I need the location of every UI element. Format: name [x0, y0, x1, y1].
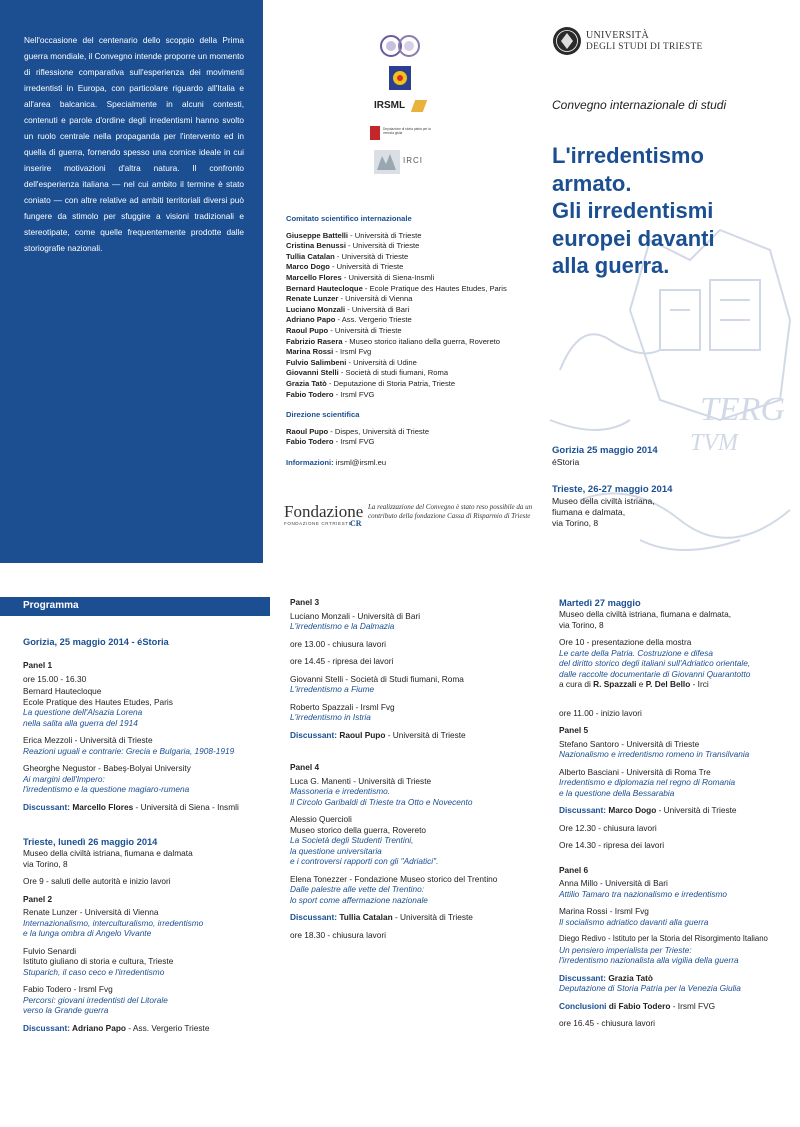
talk: Renate Lunzer - Università di Vienna Internazionalismo, interculturalismo, irredentismo e la lunga ombra di Angelo Vivante — [23, 907, 204, 938]
irsml-logo — [372, 98, 428, 116]
partner-logos — [370, 34, 430, 182]
intro-text: Nell'occasione del centenario dello scoppio della Prima guerra mondiale, il Convegno intende proporre un momento di riflessione comparativa sull'esperienza dei movimenti irredentisti in Europa, con particolare riguardo all'Italia e all'area balcanica. Specialmente in alcuni contesti, contenuti e parole d'ordine degli irredentismi hanno svolto un ruolo centrale nella propaganda per l'intervento ed in quella di guerra, fornendo spesso una cornice ideale in cui inserire motivazioni d'altra natura. Il confronto dell'esperienza italiana — nel cui ambito il termine è stato coniato — con altre relative ad ambiti territoriali diversi può fungere da stimolo per sfuggire a visioni tradizionali e stereotipate, come quelle frequentemente prodotte dalle storiografie nazionali. — [24, 35, 245, 253]
exhibition: Ore 10 - presentazione della mostra Le carte della Patria. Costruzione e difesa del diritto storico degli italiani sull'Adriatico orientale, dalle raccolte documentarie di Giovanni Quarantotto a cura di R. Spazzali e P. Del Bello - Irci — [559, 637, 751, 689]
talk: Bernard Hautecloque Ecole Pratique des Hautes Etudes, Paris La questione dell'Alsazia Lorena nella salita alla guerra del 1914 — [23, 686, 173, 728]
background-word-terg: TERG — [700, 391, 785, 428]
deputazione-logo-text: Deputazione di storia patria per la venezia giulia — [383, 127, 431, 135]
talk: Fulvio Senardi Istituto giuliano di storia e cultura, Trieste Stuparich, il caso ceco e l'irredentismo — [23, 945, 174, 977]
discussant: Discussant: Marco Dogo - Università di Trieste — [559, 805, 737, 815]
committee-member: Marcello Flores - Università di Siena-Insmli — [286, 272, 435, 282]
discussant: Discussant: Adriano Papo - Ass. Vergerio Trieste — [23, 1022, 210, 1033]
university-logo — [552, 26, 782, 60]
irsml-logo-text: IRSML — [374, 100, 406, 111]
fondazione-logo-sub: FONDAZIONE CRTRIESTE — [284, 521, 353, 526]
estoria-logo — [389, 66, 411, 90]
committee-title: Comitato scientifico internazionale — [286, 214, 412, 223]
committee-member: Cristina Benussi - Università di Trieste — [286, 241, 420, 251]
panel-3-title: Panel 3 — [290, 597, 320, 607]
committee-member: Fabio Todero - Irsml FVG — [286, 389, 375, 399]
day-trieste-title: Trieste, lunedì 26 maggio 2014 — [23, 837, 158, 847]
talk: Erica Mezzoli - Università di Trieste Reazioni uguali e contrarie: Grecia e Bulgaria, 1908-1919 — [23, 735, 235, 756]
program-column-1: Gorizia, 25 maggio 2014 - éStoria Panel 1 ore 15.00 - 16.30 Bernard Hautecloque Ecole Pratique des Hautes Etudes, Paris La questione dell'Alsazia Lorena nella salita alla guerra del 1914 Erica Mezzoli - Università di Trieste Reazioni uguali e contrarie: Grecia e Bulgaria, 1908-1919 Gheorghe Negustor - Babeş-Bolyai University Ai margini dell'Impero: l'irredentismo e la questione magiaro-rumena Discussant: Marcello Flores - Università di Siena - Insmli Trieste, lunedì 26 maggio 2014 Museo della civiltà istriana, fiumana e dalmata via Torino, 8 Ore 9 - saluti delle autorità e inizio lavori Panel 2 Renate Lunzer - Università di Vienna Internazionalismo, interculturalismo, irredentismo e la lunga ombra di Angelo Vivante Fulvio Senardi Istituto giuliano di storia e cultura, Trieste Stuparich, il caso ceco e l'irredentismo Fabio Todero - Irsml Fvg Percorsi: giovani irredentisti del Litorale verso la Grande guerra Discussant: Adriano Papo - Ass. Vergerio Trieste — [23, 636, 273, 1040]
fondazione-logo: Fondazione — [284, 502, 364, 521]
direction-member: Raoul Pupo - Dispes, Università di Trieste — [286, 426, 430, 436]
break: Ore 12.30 - chiusura lavori — [559, 822, 657, 833]
university-name-line2: DEGLI STUDI DI TRIESTE — [586, 42, 703, 52]
committee-member: Giuseppe Battelli - Università di Trieste — [286, 230, 422, 240]
talk: Anna Millo - Università di Bari Attilio Tamaro tra nazionalismo e irredentismo — [559, 878, 728, 899]
program-column-2 — [290, 597, 540, 947]
committee-member: Bernard Hautecloque - Ecole Pratique des Hautes Etudes, Paris — [286, 283, 507, 293]
conference-subtitle: Convegno internazionale di studi — [552, 98, 727, 112]
talk: Fabio Todero - Irsml Fvg Percorsi: giovani irredentisti del Litorale verso la Grande guerra — [23, 984, 168, 1015]
fondazione-logo-mark: CR — [350, 519, 362, 528]
program-column-3: Martedì 27 maggio Museo della civiltà istriana, fiumana e dalmata, via Torino, 8 Ore 10 - presentazione della mostra Le carte della Patria. Costruzione e difesa del diritto storico degli italiani sull'Adriatico orientale, dalle raccolte documentarie di Giovanni Quarantotto a cura di R. Spazzali e P. Del Bello - Irci ore 11.00 - inizio lavori Panel 5 Stefano Santoro - Università di Trieste Nazionalismo e irredentismo romeno in Transilvania Alberto Basciani - Università di Roma Tre Irredentismo e diplomazia nel regno di Romania e la questione della Bessarabia Discussant: Marco Dogo - Università di Trieste Ore 12.30 - chiusura lavori Ore 14.30 - ripresa dei lavori Panel 6 Anna Millo - Università di Bari Attilio Tamaro tra nazionalismo e irredentismo Marina Rossi - Irsml Fvg Il socialismo adriatico davanti alla guerra Diego Redivo - Istituto per la Storia del Risorgimento Italiano Un pensiero imperialista per Trieste: l'irredentismo nazionalista alla vigilia della guerra Discussant: Grazia Tatò Deputazione di Storia Patria per la Venezia Giulia Conclusioni di Fabio Todero - Irsml FVG ore 16.45 - chiusura lavori — [559, 597, 799, 1036]
panel-4-title: Panel 4 — [290, 762, 320, 772]
panel-5-title: Panel 5 — [559, 725, 589, 735]
committee-member: Marina Rossi - Irsml Fvg — [286, 347, 372, 357]
talk: Alessio Quercioli Museo storico della guerra, Rovereto La Società degli Studenti Trentini, la questione universitaria e i controversi rapporti con gli "Adriatici". — [290, 814, 439, 866]
talk: Diego Redivo - Istituto per la Storia del Risorgimento Italiano Un pensiero imperialista per Trieste: l'irredentismo nazionalista alla vigilia della guerra — [559, 934, 768, 965]
committee-member: Luciano Monzali - Università di Bari — [286, 304, 410, 314]
direction-member: Fabio Todero - Irsml FVG — [286, 437, 375, 447]
talk: Roberto Spazzali - Irsml Fvg L'irredentismo in Istria — [290, 701, 395, 722]
day-gorizia-title: Gorizia, 25 maggio 2014 - éStoria — [23, 637, 169, 647]
day-tuesday-title: Martedì 27 maggio — [559, 598, 641, 608]
panel-2-title: Panel 2 — [23, 893, 53, 904]
discussant: Discussant: Tullia Catalan - Università di Trieste — [290, 912, 473, 922]
discussant: Discussant: Marcello Flores - Università di Siena - Insmli — [23, 801, 239, 812]
talk: Alberto Basciani - Università di Roma Tre Irredentismo e diplomazia nel regno di Romania e la questione della Bessarabia — [559, 766, 736, 798]
opening: Ore 9 - saluti delle autorità e inizio lavori — [23, 876, 171, 886]
talk: Elena Tonezzer - Fondazione Museo storico del Trentino Dalle palestre alle vette del Trentino: lo sport come affermazione nazionale — [290, 873, 498, 905]
event-gorizia-title: Gorizia 25 maggio 2014 — [552, 445, 658, 456]
break: ore 13.00 - chiusura lavori — [290, 638, 386, 649]
conclusions: Conclusioni di Fabio Todero - Irsml FVG — [559, 1000, 716, 1011]
programma-label: Programma — [23, 600, 79, 611]
panel-6-title: Panel 6 — [559, 864, 589, 875]
talk: Marina Rossi - Irsml Fvg Il socialismo adriatico davanti alla guerra — [559, 906, 709, 927]
committee-member: Fabrizio Rasera - Museo storico italiano della guerra, Rovereto — [286, 336, 500, 346]
scientific-committee — [286, 214, 536, 468]
irci-logo-text: IRCI — [403, 156, 423, 165]
conference-title: L'irredentismo armato. Gli irredentismi europei davanti alla guerra. — [552, 143, 715, 278]
event-trieste-title: Trieste, 26-27 maggio 2014 — [552, 484, 673, 495]
scientific-direction — [286, 410, 536, 448]
talk: Giovanni Stelli - Società di Studi fiumani, Roma L'irredentismo a Fiume — [290, 673, 464, 694]
break: Ore 14.30 - ripresa dei lavori — [559, 840, 665, 850]
committee-member: Marco Dogo - Università di Trieste — [286, 262, 404, 272]
programma-header — [0, 597, 270, 616]
intro-panel — [0, 0, 263, 563]
talk: Stefano Santoro - Università di Trieste Nazionalismo e irredentismo romeno in Transilvania — [559, 738, 750, 759]
sponsor-fondazione — [284, 502, 544, 532]
direction-title: Direzione scientifica — [286, 410, 360, 420]
committee-member: Tullia Catalan - Università di Trieste — [286, 251, 409, 261]
talk: Luca G. Manenti - Università di Trieste Massoneria e irredentismo. Il Circolo Garibaldi di Trieste tra Otto e Novecento — [290, 775, 473, 807]
event-gorizia: Gorizia 25 maggio 2014 éStoria — [552, 445, 792, 468]
committee-member: Raoul Pupo - Università di Trieste — [286, 325, 402, 335]
discussant: Discussant: Grazia Tatò Deputazione di Storia Patria per la Venezia Giulia — [559, 972, 741, 993]
event-trieste: Trieste, 26-27 maggio 2014 Museo della civiltà istriana, fiumana e dalmata, via Torino, 8 — [552, 484, 792, 529]
deputazione-logo — [370, 124, 430, 142]
talk: Luciano Monzali - Università di Bari L'irredentismo e la Dalmazia — [290, 610, 421, 631]
start: ore 11.00 - inizio lavori — [559, 707, 642, 718]
closing: ore 18.30 - chiusura lavori — [290, 929, 386, 940]
background-word-tvm: TVM — [690, 430, 738, 456]
fondazione-text: La realizzazione del Convegno è stato reso possibile da un contributo della fondazione Cassa di Risparmio di Trieste — [368, 503, 533, 520]
closing: ore 16.45 - chiusura lavori — [559, 1018, 655, 1028]
panel-1-title: Panel 1 — [23, 660, 53, 670]
irci-logo — [372, 150, 428, 174]
info-email[interactable]: irsml@irsml.eu — [333, 457, 387, 467]
talk: Gheorghe Negustor - Babeş-Bolyai University Ai margini dell'Impero: l'irredentismo e la questione magiaro-rumena — [23, 763, 191, 794]
break: ore 14.45 - ripresa dei lavori — [290, 656, 394, 666]
university-name-line1: UNIVERSITÀ — [586, 30, 649, 41]
committee-member: Fulvio Salimbeni - Università di Udine — [286, 357, 417, 367]
committee-member: Renate Lunzer - Università di Vienna — [286, 294, 413, 304]
committee-member: Grazia Tatò - Deputazione di Storia Patria, Trieste — [286, 378, 456, 388]
university-seal-icon — [552, 26, 582, 56]
info-contact: Informazioni: irsml@irsml.eu — [286, 457, 387, 467]
discussant: Discussant: Raoul Pupo - Università di Trieste — [290, 729, 466, 740]
panel-1-time: ore 15.00 - 16.30 — [23, 673, 87, 684]
committee-member: Adriano Papo - Ass. Vergerio Trieste — [286, 315, 412, 325]
committee-member: Giovanni Stelli - Società di studi fiumani, Roma — [286, 368, 449, 378]
partner-seals-logo — [380, 34, 420, 58]
